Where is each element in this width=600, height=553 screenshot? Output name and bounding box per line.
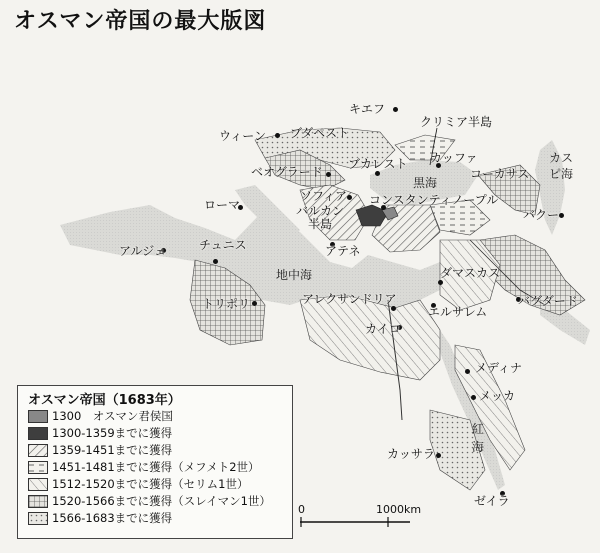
legend-label: 1300-1359までに獲得 xyxy=(52,426,173,440)
swatch-1300 xyxy=(28,410,48,423)
city-dot-belgrade xyxy=(326,172,331,177)
label-bucharest: ブカレスト xyxy=(348,157,408,171)
label-alexandria: アレクサンドリア xyxy=(302,292,397,306)
label-caucasus: コーカサス xyxy=(470,167,530,181)
city-dot-tunis xyxy=(213,259,218,264)
city-dot-medina xyxy=(465,369,470,374)
label-kiev: キエフ xyxy=(349,102,386,116)
city-dot-kiev xyxy=(393,107,398,112)
swatch-1520 xyxy=(28,478,48,491)
label-zeila: ゼイラ xyxy=(474,494,510,508)
city-dot-vienna xyxy=(275,133,280,138)
legend-label: 1512-1520までに獲得（セリム1世） xyxy=(52,477,249,491)
label-medina: メディナ xyxy=(475,361,523,375)
label-cairo: カイロ xyxy=(365,322,401,336)
legend-label: 1520-1566までに獲得（スレイマン1世） xyxy=(52,494,271,508)
label-tripoli: トリポリ xyxy=(202,297,251,311)
swatch-1481 xyxy=(28,461,48,474)
label-black-sea: 黒海 xyxy=(413,176,438,190)
city-dot-kassala xyxy=(436,453,441,458)
city-dot-tripoli xyxy=(252,301,257,306)
label-rome: ローマ xyxy=(204,198,241,212)
label-baghdad: バグダード xyxy=(518,294,578,308)
swatch-1683 xyxy=(28,512,48,525)
label-kaffa: カッファ xyxy=(430,151,478,165)
label-budapest: ブダペスト xyxy=(290,126,350,140)
city-dot-alexandria xyxy=(391,306,396,311)
label-crimea: クリミア半島 xyxy=(420,115,493,129)
city-dot-bucharest xyxy=(375,171,380,176)
swatch-1359 xyxy=(28,427,48,440)
label-damascus: ダマスカス xyxy=(440,266,501,280)
label-caspian: カスピ海 xyxy=(548,151,573,181)
label-mecca: メッカ xyxy=(479,389,516,403)
label-red-sea: 紅海 xyxy=(472,422,485,454)
label-mediterranean: 地中海 xyxy=(276,268,313,282)
legend-label: 1300 オスマン君侯国 xyxy=(52,409,173,423)
legend-title: オスマン帝国（1683年） xyxy=(28,393,181,408)
label-vienna: ウィーン xyxy=(219,129,267,143)
label-balkan: バルカン 半島 xyxy=(296,204,345,231)
label-athens: アテネ xyxy=(325,244,361,258)
legend-box xyxy=(17,385,293,539)
label-kassala: カッサラ xyxy=(387,447,435,461)
swatch-1451 xyxy=(28,444,48,457)
label-belgrade: ベオグラード xyxy=(251,165,323,179)
swatch-1566 xyxy=(28,495,48,508)
city-dot-mecca xyxy=(471,395,476,400)
label-jerusalem: エルサレム xyxy=(428,305,488,319)
city-dot-baku xyxy=(559,213,564,218)
map-title: オスマン帝国の最大版図 xyxy=(10,4,270,35)
scale-end-label: 1000km xyxy=(376,503,422,516)
scale-start-label: 0 xyxy=(298,503,305,516)
label-algiers: アルジェ xyxy=(119,244,166,258)
legend-label: 1451-1481までに獲得（メフメト2世） xyxy=(52,460,260,474)
legend-label: 1359-1451までに獲得 xyxy=(52,443,173,457)
city-dot-damascus xyxy=(438,280,443,285)
legend-label: 1566-1683までに獲得 xyxy=(52,511,173,525)
label-constantinople: コンスタンティノープル xyxy=(369,193,499,207)
region-1520-egypt xyxy=(300,292,440,380)
label-baku: バクー xyxy=(523,208,560,222)
label-sofia: ソフィア xyxy=(300,189,348,203)
label-tunis: チュニス xyxy=(199,238,247,252)
city-dot-sofia xyxy=(347,195,352,200)
scale-line xyxy=(300,517,412,529)
